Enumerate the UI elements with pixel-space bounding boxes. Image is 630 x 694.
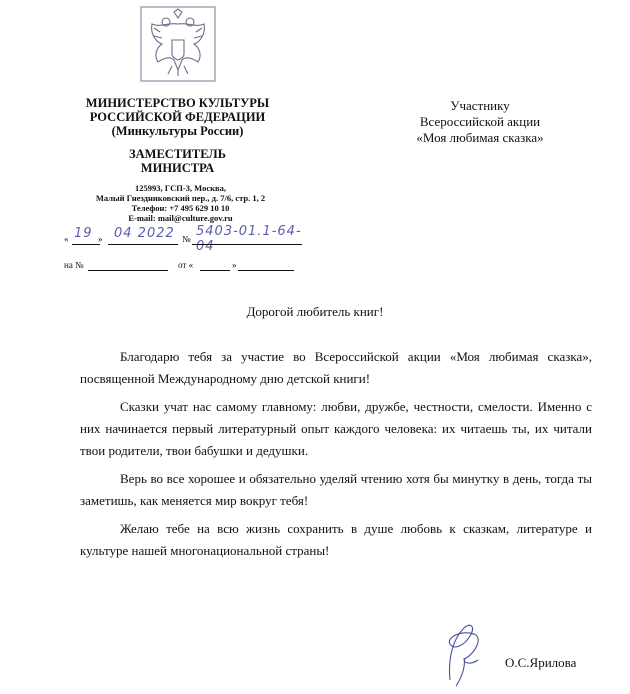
underline [88,270,168,271]
paragraph: Желаю тебе на всю жизнь сохранить в душе любовь к сказкам, литературе и культуре нашей многонациональной страны! [80,521,592,558]
reply-reference [64,258,304,274]
paragraph: Верь во все хорошее и обязательно уделяй чтению хотя бы минутку в день, тогда ты заметишь, как меняется мир вокруг тебя! [80,471,592,508]
reply-prefix: на № [64,260,84,270]
paragraph: Благодарю тебя за участие во Всероссийской акции «Моя любимая сказка», посвященной Международному дню детской книги! [80,349,592,386]
reg-month-year: 04 2022 [114,226,175,241]
underline [108,244,178,245]
paragraph: Сказки учат нас самому главному: любви, дружбе, честности, смелости. Именно с них начинается первый литературный опыт каждого человека: их читаешь ты, их читали твои родители, твои бабушки и дедушки. [80,399,592,458]
position-line: ЗАМЕСТИТЕЛЬ [129,147,226,161]
recipient-line: «Моя любимая сказка» [416,130,544,145]
address-line: Телефон: +7 495 629 10 10 [131,203,230,213]
recipient-block [350,98,610,146]
recipient-line: Всероссийской акции [419,114,541,129]
coat-of-arms-icon [138,4,218,84]
number-sign: № [182,234,191,244]
reply-close: » [232,260,237,270]
letter-greeting: Дорогой любитель книг! [246,304,384,319]
address-line: 125993, ГСП-3, Москва, [135,183,226,193]
underline [192,244,302,245]
signer-name: О.С.Ярилова [505,655,577,670]
reg-number: 5403-01.1-64-04 [196,224,302,254]
recipient-line: Участнику [450,98,510,113]
address-line: E-mail: mail@culture.gov.ru [128,213,233,223]
ministry-address [68,183,293,223]
ministry-line: (Минкультуры России) [111,124,244,138]
signature-icon [430,610,500,690]
registration-date-number [64,224,304,254]
underline [200,270,230,271]
underline [72,244,100,245]
address-line: Малый Гнездниковский пер., д. 7/6, стр. 1, 2 [95,193,266,203]
quote-open: « [64,234,69,244]
underline [238,270,294,271]
letter-body [80,346,592,568]
ministry-line: РОССИЙСКОЙ ФЕДЕРАЦИИ [89,110,266,124]
ministry-line: МИНИСТЕРСТВО КУЛЬТУРЫ [85,96,270,110]
ministry-name [60,96,295,138]
position-title [60,147,295,175]
quote-close: » [98,234,103,244]
position-line: МИНИСТРА [140,161,215,175]
reply-from: от « [178,260,194,270]
reg-day: 19 [74,226,93,241]
